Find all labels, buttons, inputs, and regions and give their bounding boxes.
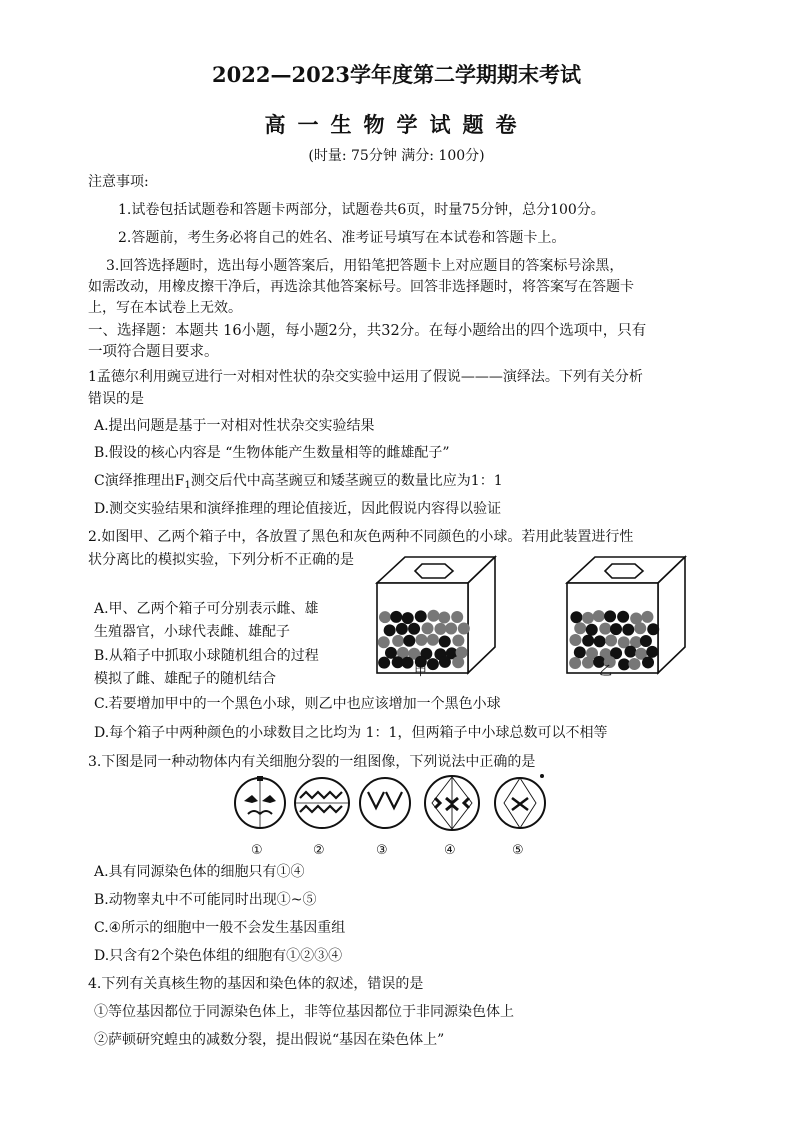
cell-label-5: ⑤ [512, 843, 524, 858]
ball [582, 635, 594, 647]
ball [640, 635, 652, 647]
exam-title: 2022—2023学年度第二学期期末考试 [212, 62, 581, 87]
ball [617, 611, 629, 623]
ball [415, 634, 427, 646]
ball [427, 610, 439, 622]
ball [646, 646, 658, 658]
ball [599, 623, 611, 635]
q2-option-a-line-2: 生殖器官，小球代表雌、雄配子 [94, 624, 290, 640]
note-3-line-2: 如需改动，用橡皮擦干净后，再选涂其他答案标号。回答非选择题时，将答案写在答题卡 [88, 279, 634, 295]
ball [574, 646, 586, 658]
cell-5-diagram [495, 774, 545, 828]
paper-subtitle: 高一生物学试题卷 [264, 112, 529, 137]
ball [422, 622, 434, 634]
q4-item-2: ②萨顿研究蝗虫的减数分裂，提出假说“基因在染色体上” [94, 1032, 445, 1048]
q1-option-a: A.提出问题是基于一对相对性状杂交实验结果 [94, 418, 375, 434]
ball [647, 623, 659, 635]
note-2: 2.答题前，考生务必将自己的姓名、准考证号填写在本试卷和答题卡上。 [118, 230, 566, 246]
q3-stem: 3.下图是同一种动物体内有关细胞分裂的一组图像，下列说法中正确的是 [88, 754, 536, 770]
ball [378, 657, 390, 669]
ball [451, 611, 463, 623]
ball [445, 622, 457, 634]
cell-label-1: ① [251, 843, 263, 858]
svg-text:乙: 乙 [599, 664, 613, 679]
ball [438, 612, 450, 624]
ball [439, 636, 451, 648]
q3-option-a: A.具有同源染色体的细胞只有①④ [94, 864, 305, 880]
q2-stem-line-1: 2.如图甲、乙两个箱子中，各放置了黑色和灰色两种不同颜色的小球。若用此装置进行性 [88, 529, 634, 545]
q1-stem-line-2: 错误的是 [88, 391, 144, 407]
ball [415, 610, 427, 622]
cell-label-4: ④ [444, 843, 456, 858]
ball [452, 656, 464, 668]
ball [390, 611, 402, 623]
cell-1-diagram [235, 776, 285, 828]
ball [434, 623, 446, 635]
ball [384, 624, 396, 636]
time-info: (时量: 75分钟 满分: 100分) [308, 148, 485, 164]
cell-3-diagram [360, 778, 410, 828]
box-jia-label [410, 660, 440, 680]
ball [402, 612, 414, 624]
ball [569, 634, 581, 646]
ball [408, 623, 420, 635]
ball [634, 622, 646, 634]
ball [570, 611, 582, 623]
cell-label-3: ③ [376, 843, 388, 858]
ball [379, 611, 391, 623]
ball [641, 611, 653, 623]
ball [378, 636, 390, 648]
ball [582, 657, 594, 669]
section-1-line-2: 一项符合题目要求。 [88, 344, 219, 360]
ball [439, 656, 451, 668]
ball [403, 635, 415, 647]
ball [396, 623, 408, 635]
q2-option-b-line-2: 模拟了雌、雄配子的随机结合 [94, 671, 276, 687]
q1-option-b: B.假设的核心内容是 “生物体能产生数量相等的雌雄配子” [94, 445, 450, 461]
section-1-line-1: 一、选择题：本题共 16小题，每小题2分，共32分。在每小题给出的四个选项中，只有 [88, 323, 647, 339]
q3-option-c: C.④所示的细胞中一般不会发生基因重组 [94, 920, 346, 936]
note-3-line-3: 上，写在本试卷上无效。 [88, 300, 242, 316]
ball [628, 658, 640, 670]
q1-option-d: D.测交实验结果和演绎推理的理论值接近，因此假说内容得以验证 [94, 501, 502, 517]
ball [582, 612, 594, 624]
q1-stem-line-1: 1孟德尔利用豌豆进行一对相对性状的杂交实验中运用了假说———演绎法。下列有关分析 [88, 369, 643, 385]
ball [569, 657, 581, 669]
q2-stem-line-2: 状分离比的模拟实验，下列分析不正确的是 [88, 552, 354, 568]
q3-option-d: D.只含有2个染色体组的细胞有①②③④ [94, 948, 343, 964]
ball [624, 646, 636, 658]
q2-option-d: D.每个箱子中两种颜色的小球数目之比均为 1：1，但两箱子中小球总数可以不相等 [94, 725, 608, 741]
box-yi-figure [565, 555, 690, 680]
ball [458, 623, 470, 635]
q4-stem: 4.下列有关真核生物的基因和染色体的叙述，错误的是 [88, 976, 424, 992]
ball [593, 610, 605, 622]
ball [392, 635, 404, 647]
cell-2-diagram [295, 778, 349, 828]
cell-division-figure [232, 772, 562, 862]
note-1: 1.试卷包括试题卷和答题卡两部分，试题卷共6页，时量75分钟，总分100分。 [118, 202, 605, 218]
ball [610, 623, 622, 635]
note-3-line-1: 3.回答选择题时，选出每小题答案后，用铅笔把答题卡上对应题目的答案标号涂黑， [106, 258, 624, 274]
q3-option-b: B.动物睾丸中不可能同时出现①~⑤ [94, 892, 317, 908]
cell-label-2: ② [313, 843, 325, 858]
ball [594, 635, 606, 647]
ball [604, 610, 616, 622]
ball [605, 635, 617, 647]
ball [574, 622, 586, 634]
cell-4-diagram [425, 776, 479, 830]
q2-option-c: C.若要增加甲中的一个黑色小球，则乙中也应该增加一个黑色小球 [94, 696, 501, 712]
ball [427, 634, 439, 646]
q2-option-a-line-1: A.甲、乙两个箱子可分别表示雌、雄 [94, 601, 319, 617]
q4-item-1: ①等位基因都位于同源染色体上，非等位基因都位于非同源染色体上 [94, 1004, 514, 1020]
q1-option-c: C演绎推理出$F_1$测交后代中高茎豌豆和矮茎豌豆的数量比应为1：1 [94, 473, 503, 491]
ball [452, 634, 464, 646]
ball [586, 624, 598, 636]
ball [622, 624, 634, 636]
svg-text:甲: 甲 [414, 664, 428, 679]
notes-heading: 注意事项: [88, 174, 149, 190]
ball [642, 656, 654, 668]
q2-option-b-line-1: B.从箱子中抓取小球随机组合的过程 [94, 648, 319, 664]
box-yi-label [595, 660, 625, 680]
